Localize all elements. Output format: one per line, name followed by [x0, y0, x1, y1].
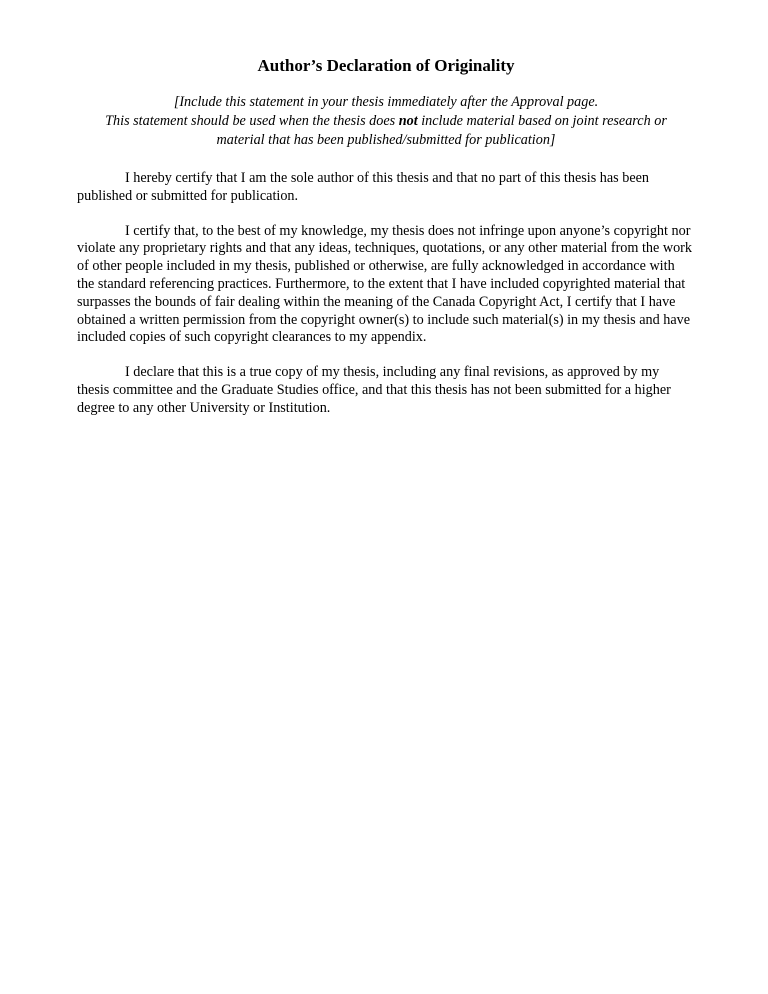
document-content [77, 56, 695, 435]
instructions-line-1: [Include this statement in your thesis immediately after the Approval page. [173, 94, 599, 110]
document-title: Author’s Declaration of Originality [257, 56, 515, 75]
declaration-paragraph-2: I certify that, to the best of my knowledge, my thesis does not infringe upon anyone’s copyright nor violate any proprietary rights and that any ideas, techniques, quotations, or any other material from the work of other people included in my thesis, published or otherwise, are fully acknowledged in accordance with the standard referencing practices. Furthermore, to the extent that I have included copyrighted material that surpasses the bounds of fair dealing within the meaning of the Canada Copyright Act, I certify that I have obtained a written permission from the copyright owner(s) to include such material(s) in my thesis and have included copies of such copyright clearances to my appendix. [77, 222, 693, 346]
instructions-line-2 [77, 112, 695, 131]
declaration-body [77, 170, 695, 418]
instructions-line-2-end: include material based on joint research or [417, 113, 667, 129]
instructions-line-3: material that has been published/submitted for publication] [216, 132, 556, 148]
declaration-paragraph-3: I declare that this is a true copy of my thesis, including any final revisions, as approved by my thesis committee and the Graduate Studies office, and that this thesis has not been submitted for a higher degree to any other University or Institution. [77, 364, 671, 416]
instructions-line-2-start: This statement should be used when the thesis does [105, 113, 399, 129]
instructions-note [77, 93, 695, 150]
declaration-paragraph-1: I hereby certify that I am the sole author of this thesis and that no part of this thesis has been published or submitted for publication. [77, 170, 650, 204]
instructions-emphasis: not [398, 113, 418, 129]
